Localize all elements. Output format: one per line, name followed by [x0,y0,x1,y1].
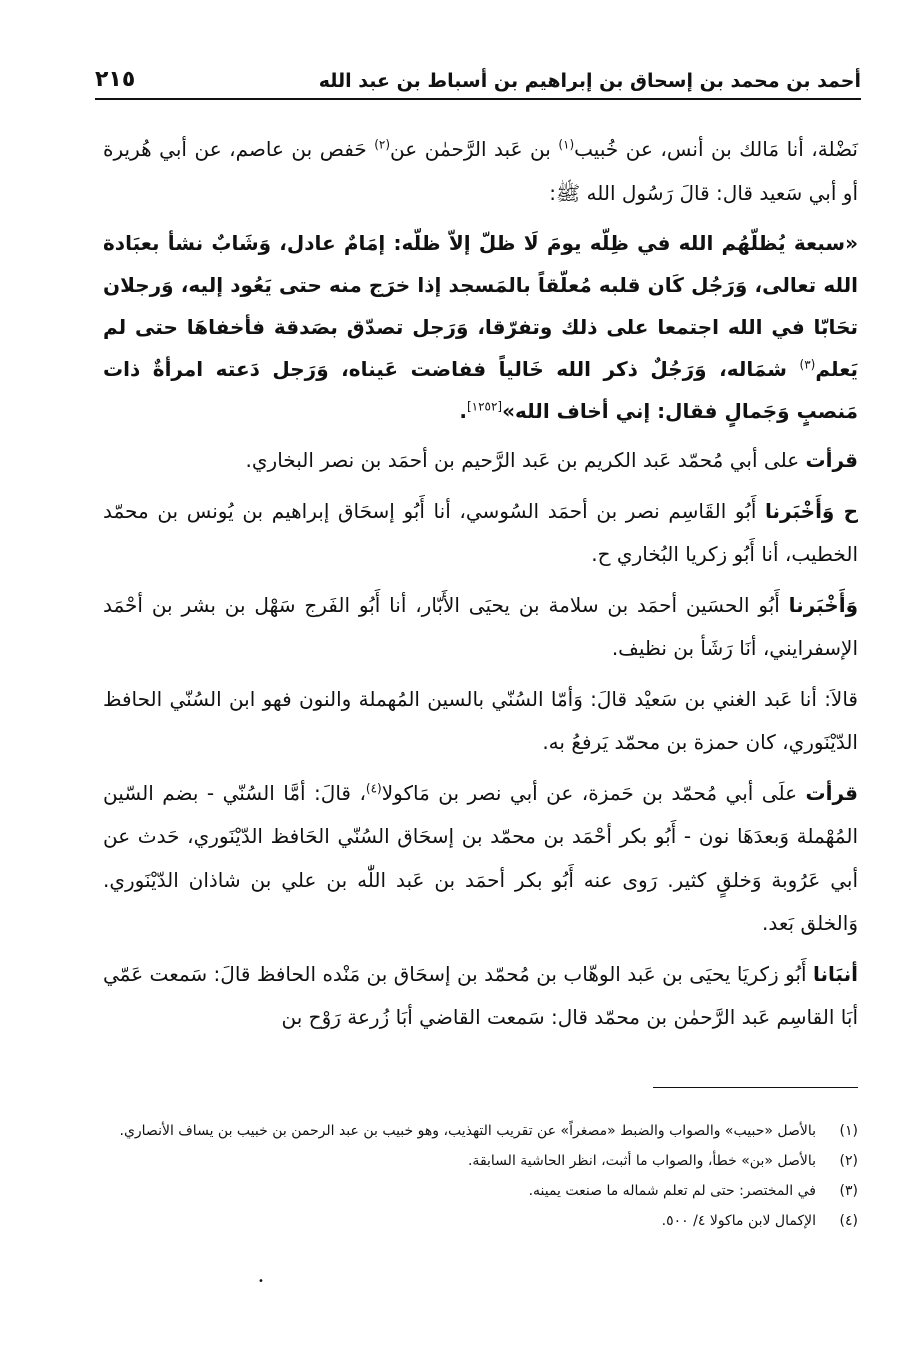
lead-word: قرأت [805,780,858,805]
footnote-text: الإكمال لابن ماكولا ٤/ ٥٠٠. [661,1213,816,1229]
text-run: بن عَبد الرَّحمٰن عن [390,137,559,161]
footnote-reference: [١٢٥٢] [466,399,503,414]
text-run: علَى أبي مُحمّد بن حَمزة، عن أبي نصر بن مَاكولا [381,780,806,805]
text-run: «سبعة يُظلّهُم الله في ظِلّه يومَ لَا ظلّ إلاّ ظلّه: إمَامٌ عادل، وَشَابٌ نشأ بعبَادة الله تعالى، وَرَجُل كَان قلبه مُعلّقاً بالمَسجد إذا خرَج منه حتى يَعُود إليه، وَرجلان تحَابّا في الله اجتمعا على ذلك وتفرّقا، وَرَجل تصدّق بصَدقة فأخفاهَا حتى لم يَعلم [103,231,858,381]
footnote-reference: (٣) [799,357,816,372]
lead-word: وَأَخْبَرنا [788,592,858,617]
footnote [103,1178,858,1205]
text-run: حَفص بن عاصم، عن أبي هُريرة أو أبي سَعيد قال: قالَ رَسُول الله ﷺ: [103,137,858,205]
footnote-reference: (٢) [374,137,391,152]
text-run: . [459,399,467,423]
footnote-number: (٢) [839,1153,858,1169]
paragraph-isnad-1 [103,128,858,215]
footnotes [103,1118,858,1238]
footnote-number: (٣) [839,1183,858,1199]
text-run: شمَاله، وَرَجُلٌ ذكر الله خَالياً ففاضت عَيناه، وَرَجل دَعته امرأةٌ ذات مَنصبٍ وَجَمالٍ فقال: إني أخاف الله» [103,357,858,423]
footnote [103,1208,858,1235]
main-text [103,128,858,1047]
footnote-text: في المختصر: حتى لم تعلم شماله ما صنعت يمينه. [528,1183,816,1199]
footnote [103,1148,858,1175]
footnote-reference: (١) [558,137,575,152]
text-run: نَضْلة، أنا مَالك بن أنس، عن خُبيب [574,137,858,161]
page-header [95,58,861,100]
footnote-divider [653,1087,858,1088]
running-title: أحمد بن محمد بن إسحاق بن إبراهيم بن أسباط بن عبد الله [318,70,861,92]
paragraph-qaraat-2 [103,772,858,946]
text-run: أَبُو القَاسِم نصر بن أحمَد السُوسي، أنا أَبُو إسحَاق إبراهيم بن يُونس بن محمّد الخطيب، أنا أَبُو زكريا البُخاري ح. [103,498,858,566]
lead-word: قرأت [805,448,858,472]
paragraph-anbana [103,953,858,1040]
text-run: ، قالَ: أمَّا السُنّي - بضم السّين المُهْملة وَبعدَهَا نون - أَبُو بكر أحْمَد بن محمّد بن إسحَاق السُنّي الحَافظ الدّيْنَوري، حَدث عن أبي عَرُوبة وَخلقٍ كثير. رَوى عنه أَبُو بكر أحمَد بن عَبد اللّٰه بن علي بن شاذان الدّيْنَوري. وَالخلق بَعد. [103,780,858,935]
paragraph-akhbarana-1 [103,490,858,577]
footnote [103,1118,858,1145]
text-run: أَبُو زكريَا يحيَى بن عَبد الوهّاب بن مُحمّد بن إسحَاق بن مَنْده الحافظ قالَ: سَمعت عَمّي أبَا القاسِم عَبد الرَّحمٰن بن محمّد قال: سَمعت القاضي أبَا زُرعة رَوْح بن [103,961,858,1029]
page-number: ٢١٥ [95,67,136,92]
paragraph-akhbarana-2 [103,584,858,671]
paragraph-qaraat-1 [103,439,858,483]
paragraph-hadith [103,222,858,432]
footnote-text: بالأصل «حبيب» والصواب والضبط «مصغراً» عن تقريب التهذيب، وهو خبيب بن عبد الرحمن بن خبيب بن يساف الأنصاري. [119,1123,816,1139]
footnote-number: (٤) [839,1213,858,1229]
stray-mark: • [258,1276,264,1287]
lead-word: ح وَأَخْبَرنا [765,498,859,523]
footnote-text: بالأصل «بن» خطأ، والصواب ما أثبت، انظر الحاشية السابقة. [467,1153,816,1169]
paragraph-qala [103,678,858,765]
text-run: على أبي مُحمّد عَبد الكريم بن عَبد الرَّحيم بن أحمَد بن نصر البخاري. [245,448,806,472]
lead-word: أنبَانا [812,961,858,986]
footnote-number: (١) [839,1123,858,1139]
footnote-reference: (٤) [365,780,382,795]
text-run: قالاَ: أنا عَبد الغني بن سَعيْد قالَ: وَأمّا السُنّي بالسين المُهملة والنون فهو ابن السُنّي الحافظ الدّيْنَوري، كان حمزة بن محمّد يَرفعُ به. [103,686,858,754]
text-run: أَبُو الحسَين أحمَد بن سلامة بن يحيَى الأَبّار، أنا أَبُو الفَرج سَهْل بن بشر بن أحْمَد الإسفرايني، أنَا رَشَأ بن نظيف. [103,592,858,660]
